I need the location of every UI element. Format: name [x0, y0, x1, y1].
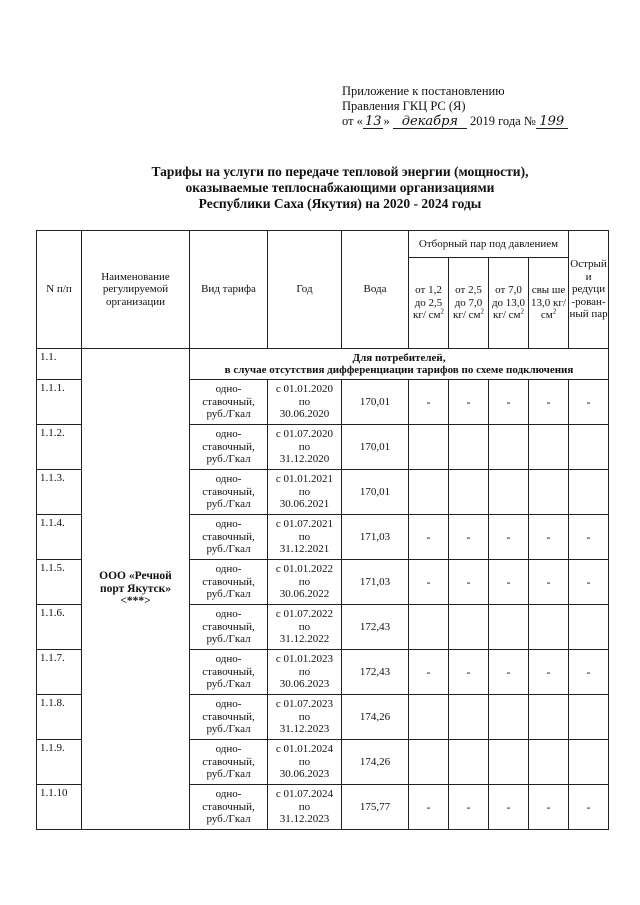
header-line-3 — [342, 114, 568, 129]
pressure-3-exponent: 2 — [520, 307, 524, 316]
period-cell — [268, 380, 342, 425]
section-number: 1.1. — [37, 349, 82, 380]
type-line: ставочный, — [202, 620, 255, 633]
period-end: 31.12.2021 — [279, 543, 330, 556]
period-cell — [268, 785, 342, 830]
type-line: руб./Гкал — [206, 543, 251, 556]
row-number: 1.1.2. — [37, 425, 82, 470]
type-line: ставочный, — [202, 755, 255, 768]
type-line: одно- — [215, 788, 242, 801]
document-title — [80, 164, 600, 212]
handwritten-order-number: 199 — [536, 115, 568, 129]
org-name-line-1: ООО «Речной — [99, 570, 172, 583]
period-to: по — [298, 575, 311, 588]
period-to: по — [298, 530, 311, 543]
pressure-1-value: - — [409, 380, 449, 425]
water-value: 171,03 — [342, 515, 409, 560]
pressure-3-value — [489, 740, 529, 785]
type-line: одно- — [215, 653, 242, 666]
tariff-type-cell — [190, 650, 268, 695]
pressure-2-value — [449, 740, 489, 785]
water-value: 175,77 — [342, 785, 409, 830]
period-cell — [268, 425, 342, 470]
section-caption — [190, 349, 609, 380]
type-line: одно- — [215, 563, 242, 576]
row-number: 1.1.4. — [37, 515, 82, 560]
pressure-1-value — [409, 605, 449, 650]
pressure-4-value: - — [529, 380, 569, 425]
row-number: 1.1.1. — [37, 380, 82, 425]
sharp-steam-value — [569, 605, 609, 650]
pressure-4-value: - — [529, 560, 569, 605]
sharp-steam-value: - — [569, 515, 609, 560]
header-tariff-type: Вид тарифа — [190, 231, 268, 349]
row-number: 1.1.8. — [37, 695, 82, 740]
pressure-4-value — [529, 740, 569, 785]
period-start: с 01.07.2021 — [275, 518, 334, 531]
period-to: по — [298, 755, 311, 768]
period-end: 31.12.2020 — [279, 453, 330, 466]
type-line: ставочный, — [202, 440, 255, 453]
pressure-4-exponent: 2 — [552, 307, 557, 316]
period-end: 30.06.2022 — [279, 588, 330, 601]
pressure-2-value — [449, 425, 489, 470]
period-to: по — [298, 665, 311, 678]
tariff-type-cell — [190, 380, 268, 425]
handwritten-day: 13 — [364, 114, 382, 129]
row-number: 1.1.5. — [37, 560, 82, 605]
period-cell — [268, 470, 342, 515]
period-to: по — [298, 800, 311, 813]
row-number: 1.1.6. — [37, 605, 82, 650]
header-water: Вода — [342, 231, 409, 349]
period-cell — [268, 695, 342, 740]
org-name-line-2: порт Якутск» — [100, 582, 171, 595]
header-sharp-steam: Острый и редуци -рован- ный пар — [569, 231, 609, 349]
type-line: одно- — [215, 608, 242, 621]
period-end: 31.12.2023 — [279, 723, 330, 736]
period-end: 30.06.2020 — [279, 408, 330, 421]
title-line-3: Республики Саха (Якутия) на 2020 - 2024 годы — [198, 196, 482, 211]
sharp-steam-value — [569, 695, 609, 740]
tariff-type-cell — [190, 560, 268, 605]
pressure-3-value: - — [489, 380, 529, 425]
period-start: с 01.01.2023 — [275, 653, 334, 666]
period-to: по — [298, 710, 311, 723]
water-value: 170,01 — [342, 470, 409, 515]
type-line: одно- — [215, 383, 242, 396]
pressure-1-value: - — [409, 650, 449, 695]
period-start: с 01.07.2022 — [275, 608, 334, 621]
period-cell — [268, 740, 342, 785]
pressure-1-value: - — [409, 515, 449, 560]
water-value: 171,03 — [342, 560, 409, 605]
pressure-4-label: свы ше 13,0 кг/ см — [531, 284, 566, 322]
type-line: ставочный, — [202, 710, 255, 723]
tariff-type-cell — [190, 425, 268, 470]
pressure-1-value — [409, 470, 449, 515]
header-steam-group: Отборный пар под давлением — [409, 231, 569, 258]
type-line: одно- — [215, 473, 242, 486]
type-line: руб./Гкал — [206, 813, 251, 826]
pressure-3-value: - — [489, 560, 529, 605]
period-start: с 01.01.2020 — [275, 383, 334, 396]
pressure-2-value — [449, 695, 489, 740]
organization-cell — [82, 349, 190, 830]
water-value: 170,01 — [342, 425, 409, 470]
header-line-1: Приложение к постановлению — [342, 84, 505, 98]
period-start: с 01.07.2020 — [275, 428, 334, 441]
handwritten-month: декабря — [393, 115, 467, 129]
period-start: с 01.01.2022 — [275, 563, 334, 576]
pressure-4-value — [529, 470, 569, 515]
pressure-4-value — [529, 605, 569, 650]
pressure-2-value: - — [449, 650, 489, 695]
period-cell — [268, 605, 342, 650]
period-end: 30.06.2021 — [279, 498, 330, 511]
section-caption-line-2: в случае отсутствия дифференциации тарифов по схеме подключения — [224, 364, 574, 376]
header-num: N п/п — [37, 231, 82, 349]
water-value: 174,26 — [342, 740, 409, 785]
tariff-type-cell — [190, 470, 268, 515]
pressure-3-value: - — [489, 785, 529, 830]
type-line: ставочный, — [202, 485, 255, 498]
header-date-prefix: от « — [342, 114, 363, 128]
type-line: руб./Гкал — [206, 633, 251, 646]
period-start: с 01.01.2021 — [275, 473, 334, 486]
pressure-3-value: - — [489, 650, 529, 695]
period-end: 31.12.2023 — [279, 813, 330, 826]
water-value: 172,43 — [342, 605, 409, 650]
type-line: ставочный, — [202, 395, 255, 408]
water-value: 174,26 — [342, 695, 409, 740]
type-line: одно- — [215, 428, 242, 441]
pressure-1-value — [409, 695, 449, 740]
period-end: 30.06.2023 — [279, 678, 330, 691]
type-line: одно- — [215, 743, 242, 756]
period-end: 30.06.2023 — [279, 768, 330, 781]
row-number: 1.1.9. — [37, 740, 82, 785]
pressure-4-value: - — [529, 650, 569, 695]
title-line-1: Тарифы на услуги по передаче тепловой энергии (мощности), — [151, 164, 529, 179]
sharp-steam-value: - — [569, 785, 609, 830]
header-pressure-2 — [449, 258, 489, 349]
pressure-3-value — [489, 695, 529, 740]
type-line: ставочный, — [202, 665, 255, 678]
section-row — [37, 349, 609, 380]
pressure-1-value: - — [409, 560, 449, 605]
period-to: по — [298, 485, 311, 498]
period-to: по — [298, 620, 311, 633]
header-org: Наименование регулируемой организации — [82, 231, 190, 349]
row-number: 1.1.7. — [37, 650, 82, 695]
pressure-3-label: от 7,0 до 13,0 кг/ см — [491, 284, 526, 322]
tariff-type-cell — [190, 695, 268, 740]
pressure-2-value: - — [449, 785, 489, 830]
water-value: 170,01 — [342, 380, 409, 425]
type-line: ставочный, — [202, 530, 255, 543]
tariff-type-cell — [190, 515, 268, 560]
tariff-type-cell — [190, 740, 268, 785]
period-cell — [268, 650, 342, 695]
pressure-1-label: от 1,2 до 2,5 кг/ см — [412, 284, 443, 322]
pressure-1-value — [409, 740, 449, 785]
header-line-2: Правления ГКЦ РС (Я) — [342, 99, 466, 113]
pressure-2-label: от 2,5 до 7,0 кг/ см — [452, 284, 483, 322]
pressure-2-exponent: 2 — [480, 307, 484, 316]
pressure-2-value — [449, 470, 489, 515]
pressure-4-value — [529, 695, 569, 740]
pressure-2-value: - — [449, 380, 489, 425]
pressure-4-value: - — [529, 785, 569, 830]
period-cell — [268, 515, 342, 560]
header-year: Год — [268, 231, 342, 349]
sharp-steam-value: - — [569, 560, 609, 605]
org-name-line-3: <***> — [120, 595, 151, 608]
row-number: 1.1.3. — [37, 470, 82, 515]
type-line: одно- — [215, 698, 242, 711]
type-line: руб./Гкал — [206, 498, 251, 511]
period-end: 31.12.2022 — [279, 633, 330, 646]
header-row-1 — [37, 231, 609, 258]
pressure-1-value: - — [409, 785, 449, 830]
tariff-type-cell — [190, 605, 268, 650]
pressure-3-value — [489, 605, 529, 650]
type-line: руб./Гкал — [206, 408, 251, 421]
sharp-steam-value — [569, 470, 609, 515]
row-number: 1.1.10 — [37, 785, 82, 830]
pressure-3-value — [489, 425, 529, 470]
sharp-steam-value: - — [569, 380, 609, 425]
type-line: ставочный, — [202, 800, 255, 813]
sharp-steam-value — [569, 425, 609, 470]
pressure-1-exponent: 2 — [440, 307, 444, 316]
pressure-3-value: - — [489, 515, 529, 560]
pressure-4-value — [529, 425, 569, 470]
type-line: ставочный, — [202, 575, 255, 588]
period-start: с 01.07.2023 — [275, 698, 334, 711]
appendix-header — [342, 84, 568, 129]
type-line: руб./Гкал — [206, 588, 251, 601]
pressure-4-value: - — [529, 515, 569, 560]
tariff-type-cell — [190, 785, 268, 830]
type-line: руб./Гкал — [206, 678, 251, 691]
pressure-1-value — [409, 425, 449, 470]
water-value: 172,43 — [342, 650, 409, 695]
header-year: 2019 года № — [469, 114, 536, 128]
pressure-3-value — [489, 470, 529, 515]
type-line: руб./Гкал — [206, 768, 251, 781]
period-start: с 01.01.2024 — [275, 743, 334, 756]
header-pressure-1 — [409, 258, 449, 349]
header-date-mid: » — [383, 114, 390, 128]
period-start: с 01.07.2024 — [275, 788, 334, 801]
pressure-2-value — [449, 605, 489, 650]
title-line-2: оказываемые теплоснабжающими организациями — [185, 180, 495, 195]
header-pressure-4 — [529, 258, 569, 349]
type-line: одно- — [215, 518, 242, 531]
type-line: руб./Гкал — [206, 453, 251, 466]
pressure-2-value: - — [449, 560, 489, 605]
sharp-steam-value — [569, 740, 609, 785]
pressure-2-value: - — [449, 515, 489, 560]
sharp-steam-value: - — [569, 650, 609, 695]
type-line: руб./Гкал — [206, 723, 251, 736]
tariff-table — [36, 230, 609, 830]
period-to: по — [298, 395, 311, 408]
header-pressure-3 — [489, 258, 529, 349]
period-cell — [268, 560, 342, 605]
section-caption-line-1: Для потребителей, — [352, 351, 446, 364]
period-to: по — [298, 440, 311, 453]
